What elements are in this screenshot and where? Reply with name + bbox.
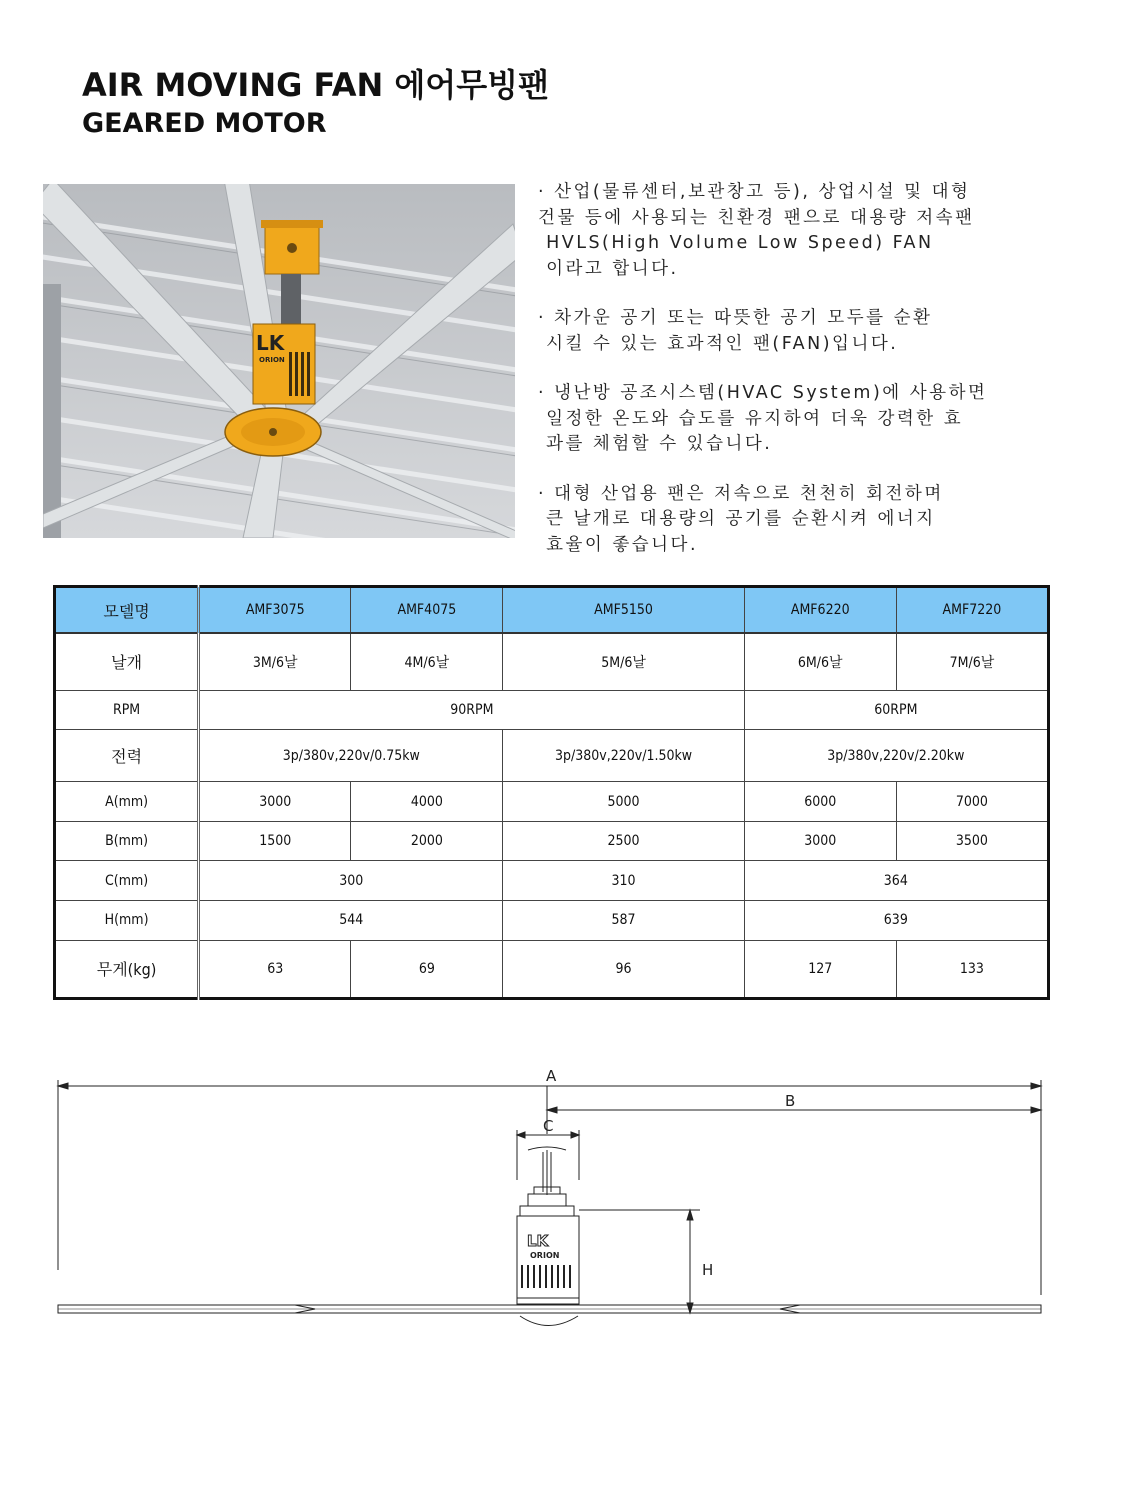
b-cell: 2500 (503, 821, 744, 861)
dim-label-h: H (702, 1261, 714, 1279)
description-paragraph-1: · 산업(물류센터,보관창고 등), 상업시설 및 대형 건물 등에 사용되는 친환경 팬으로 대용량 저속팬 HVLS(High Volume Low Speed) FAN 이라고 합니다. (538, 182, 975, 279)
c-cell: 300 (199, 861, 503, 901)
description-paragraph-3: · 냉난방 공조시스템(HVAC System)에 사용하면 일정한 온도와 습도를 유지하여 더욱 강력한 효 과를 체험할 수 있습니다. (538, 383, 988, 454)
b-label: B(mm) (55, 821, 199, 861)
table-row (55, 782, 1049, 822)
weight-cell: 96 (503, 940, 744, 998)
table-row (55, 901, 1049, 941)
table-row (55, 587, 1049, 634)
table-row (55, 730, 1049, 782)
description-paragraph-4: · 대형 산업용 팬은 저속으로 천천히 회전하며 큰 날개로 대용량의 공기를 순환시켜 에너지 효율이 좋습니다. (538, 483, 944, 555)
dimension-diagram (50, 1060, 1050, 1360)
a-cell: 4000 (351, 782, 503, 822)
power-label: 전력 (55, 730, 199, 782)
table-row (55, 861, 1049, 901)
fan-photo (43, 184, 515, 538)
h-cell: 639 (744, 901, 1048, 941)
blade-cell: 4M/6날 (351, 633, 503, 690)
c-cell: 310 (503, 861, 744, 901)
table-row (55, 633, 1049, 690)
blade-cell: 3M/6날 (199, 633, 351, 690)
rpm-cell: 60RPM (744, 690, 1048, 730)
dim-label-b: B (785, 1092, 796, 1110)
weight-cell: 69 (351, 940, 503, 998)
dim-label-c: C (543, 1117, 554, 1135)
blade-cell: 6M/6날 (744, 633, 896, 690)
weight-label: 무게(kg) (55, 940, 199, 998)
model-cell: AMF7220 (896, 587, 1048, 634)
description (538, 180, 1078, 582)
blade-cell: 5M/6날 (503, 633, 744, 690)
a-label: A(mm) (55, 782, 199, 822)
weight-cell: 127 (744, 940, 896, 998)
b-cell: 1500 (199, 821, 351, 861)
table-row (55, 940, 1049, 998)
c-cell: 364 (744, 861, 1048, 901)
model-cell: AMF3075 (199, 587, 351, 634)
h-cell: 544 (199, 901, 503, 941)
page-title: AIR MOVING FAN 에어무빙팬 (82, 66, 549, 104)
weight-cell: 63 (199, 940, 351, 998)
model-cell: AMF4075 (351, 587, 503, 634)
b-cell: 3500 (896, 821, 1048, 861)
a-cell: 7000 (896, 782, 1048, 822)
b-cell: 2000 (351, 821, 503, 861)
model-label: 모델명 (55, 587, 199, 634)
photo-logo-sub: ORION (259, 356, 285, 364)
diagram-logo-sub: ORION (530, 1251, 560, 1260)
h-cell: 587 (503, 901, 744, 941)
model-cell: AMF6220 (744, 587, 896, 634)
rpm-label: RPM (55, 690, 199, 730)
c-label: C(mm) (55, 861, 199, 901)
photo-logo-main: LK (256, 331, 285, 355)
b-cell: 3000 (744, 821, 896, 861)
table-row (55, 821, 1049, 861)
h-label: H(mm) (55, 901, 199, 941)
power-cell: 3p/380v,220v/1.50kw (503, 730, 744, 782)
description-paragraph-2: · 차가운 공기 또는 따뜻한 공기 모두를 순환 시킬 수 있는 효과적인 팬(FAN)입니다. (538, 308, 933, 354)
weight-cell: 133 (896, 940, 1048, 998)
table-row (55, 690, 1049, 730)
power-cell: 3p/380v,220v/0.75kw (199, 730, 503, 782)
a-cell: 6000 (744, 782, 896, 822)
spec-table (53, 585, 1050, 1000)
blade-cell: 7M/6날 (896, 633, 1048, 690)
dim-label-a: A (546, 1067, 557, 1085)
diagram-logo-main: LK (527, 1232, 549, 1250)
a-cell: 5000 (503, 782, 744, 822)
blade-label: 날개 (55, 633, 199, 690)
page-subtitle: GEARED MOTOR (82, 108, 327, 139)
a-cell: 3000 (199, 782, 351, 822)
model-cell: AMF5150 (503, 587, 744, 634)
rpm-cell: 90RPM (199, 690, 745, 730)
power-cell: 3p/380v,220v/2.20kw (744, 730, 1048, 782)
